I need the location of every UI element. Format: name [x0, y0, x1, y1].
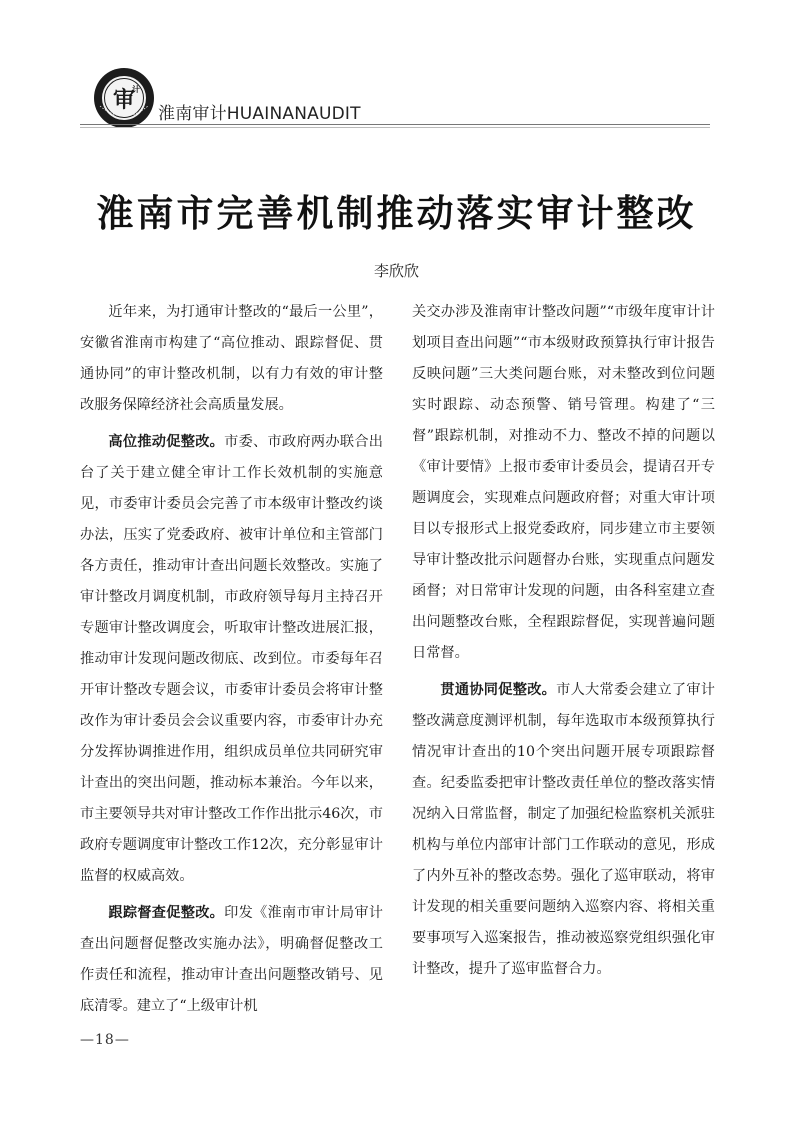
article-author: 李欣欣: [373, 262, 419, 280]
section-coordination-paragraph: [412, 675, 715, 985]
huainan-audit-logo-icon: [92, 66, 156, 130]
section-coordination-text: 市人大常委会建立了审计整改满意度测评机制，每年选取市本级预算执行情况审计查出的10个突出问题开展专项跟踪督查。纪委监委把审计整改责任单位的整改落实情况纳入日常监督，制定了加强纪检监察机关派驻机构与单位内部审计部门工作联动的意见，形成了内外互补的整改态势。强化了巡审联动，将审计发现的相关重要问题纳入巡察内容、将相关重要事项写入巡案报告，推动被巡察党组织强化审计整改，提升了巡审监督合力。: [412, 682, 715, 977]
section-tracking-heading: 跟踪督查促整改。: [108, 905, 225, 921]
section-high-level-paragraph: [80, 427, 383, 892]
column-left: [80, 297, 383, 1028]
section-tracking-text: 印发《淮南市审计局审计查出问题督促整改实施办法》，明确督促整改工作责任和流程，推动审计查出问题整改销号、见底清零。建立了“上级审计机: [80, 905, 383, 1014]
article-title: 淮南市完善机制推动落实审计整改: [96, 192, 697, 235]
header-rule-thin: [80, 127, 710, 128]
page-number: —18—: [80, 1032, 130, 1048]
header-rule: [80, 124, 710, 125]
svg-text:计: 计: [132, 85, 140, 94]
section-high-level-heading: 高位推动促整改。: [108, 434, 225, 450]
section-high-level-text: 市委、市政府两办联合出台了关于建立健全审计工作长效机制的实施意见，市委审计委员会完善了市本级审计整改约谈办法，压实了党委政府、被审计单位和主管部门各方责任，推动审计查出问题长效整改。实施了审计整改月调度机制，市政府领导每月主持召开专题审计整改调度会，听取审计整改进展汇报，推动审计发现问题改彻底、改到位。市委每年召开审计整改专题会议，市委审计委员会将审计整改作为审计委员会会议重要内容，市委审计办充分发挥协调推进作用，组织成员单位共同研究审计查出的突出问题，推动标本兼治。今年以来，市主要领导共对审计整改工作作出批示46次，市政府专题调度审计整改工作12次，充分彰显审计监督的权威高效。: [80, 434, 383, 884]
masthead-title: 淮南审计HUAINANAUDIT: [158, 104, 361, 124]
intro-paragraph: 近年来，为打通审计整改的“最后一公里”，安徽省淮南市构建了“高位推动、跟踪督促、贯通协同”的审计整改机制，以有力有效的审计整改服务保障经济社会高质量发展。: [80, 304, 383, 413]
svg-text:审: 审: [112, 88, 136, 113]
column-right: [412, 297, 715, 991]
masthead: [92, 66, 512, 136]
section-tracking-continuation: 关交办涉及淮南审计整改问题”“市级年度审计计划项目查出问题”“市本级财政预算执行审计报告反映问题”三大类问题台账，对未整改到位问题实时跟踪、动态预警、销号管理。构建了“三督”跟踪机制，对推动不力、整改不掉的问题以《审计要情》上报市委审计委员会，提请召开专题调度会，实现难点问题政府督；对重大审计项目以专报形式上报党委政府，同步建立市主要领导审计整改批示问题督办台账，实现重点问题发函督；对日常审计发现的问题，由各科室建立查出问题整改台账，全程跟踪督促，实现普遍问题日常督。: [412, 304, 715, 661]
section-coordination-heading: 贯通协同促整改。: [440, 682, 557, 698]
section-tracking-paragraph: [80, 898, 383, 1022]
